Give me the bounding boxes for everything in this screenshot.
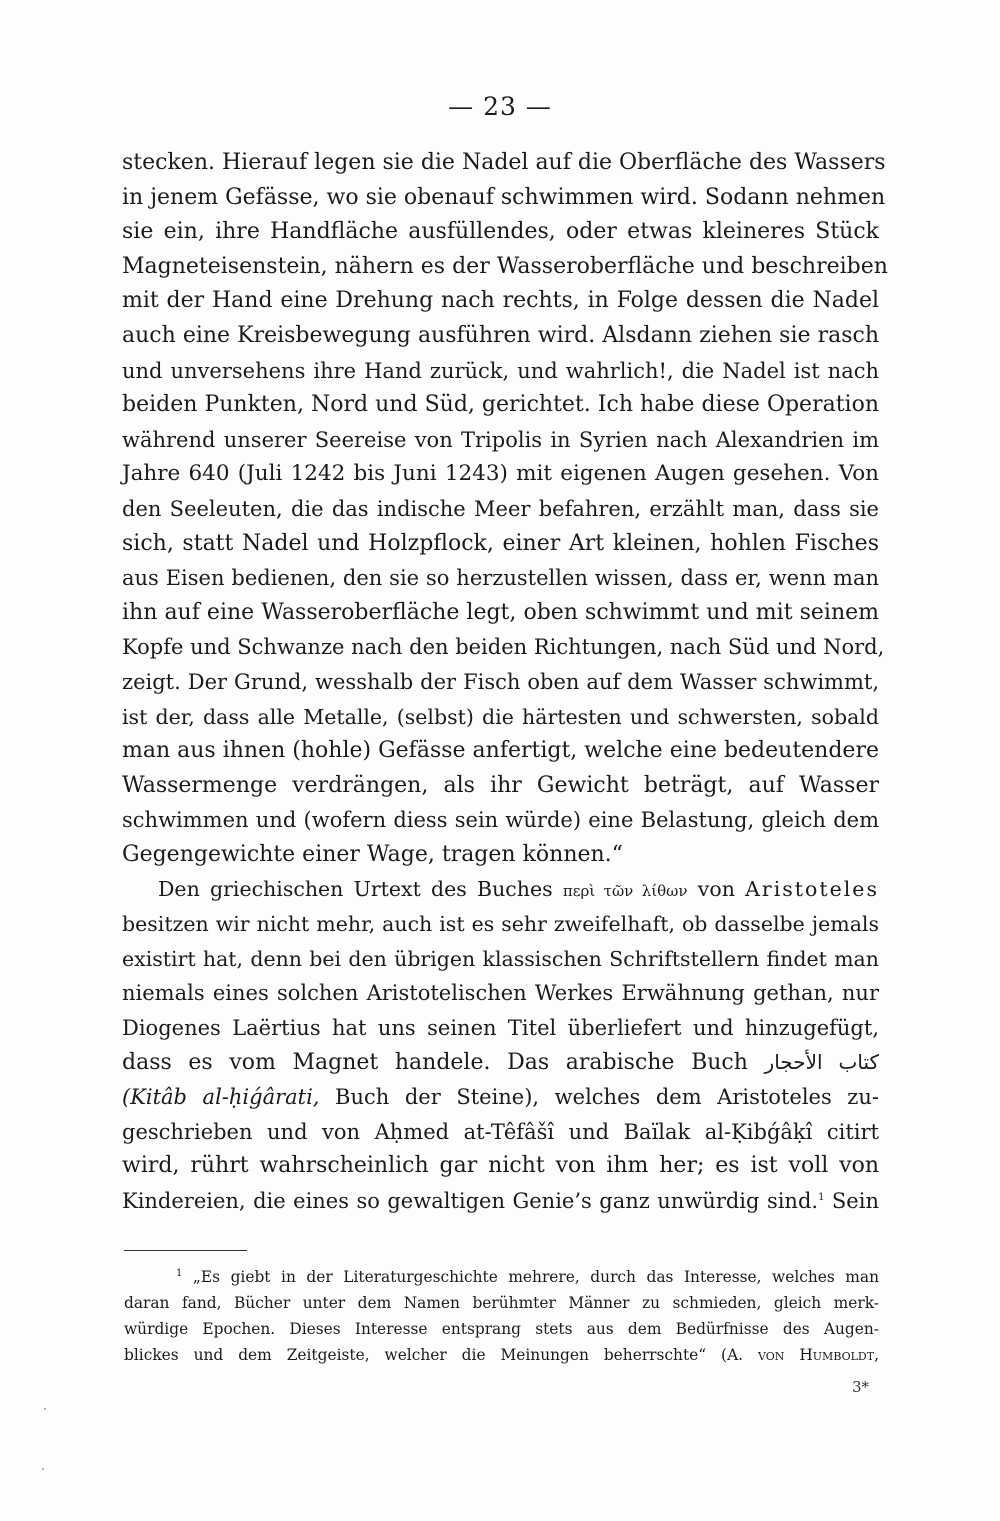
text-line: zeigt. Der Grund, wesshalb der Fisch oben auf dem Wasser schwimmt, <box>122 669 879 694</box>
footnotes <box>124 1264 879 1368</box>
arabic-title: كتاب الأحجار <box>764 1050 880 1075</box>
text-line: wird, rührt wahrscheinlich gar nicht von ihm her; es ist voll von <box>122 1153 879 1179</box>
text-line: Kopfe und Schwanze nach den beiden Richtungen, nach Süd und Nord, <box>122 635 885 660</box>
paragraph-start-line <box>122 872 879 907</box>
text-line: existirt hat, denn bei den übrigen klassischen Schriftstellern findet man <box>122 946 879 971</box>
paper-speck <box>42 1468 44 1470</box>
text-line: aus Eisen bedienen, den sie so herzustellen wissen, dass er, wenn man <box>122 566 879 591</box>
text-line: sie ein, ihre Handfläche ausfüllendes, oder etwas kleineres Stück <box>122 219 879 245</box>
text-line: Diogenes Laërtius hat uns seinen Titel überliefert und hinzugefügt, <box>122 1015 879 1040</box>
greek-title: περὶ τῶν λίθων <box>562 882 688 901</box>
text-line: ist der, dass alle Metalle, (selbst) die härtesten und schwersten, sobald <box>122 704 879 729</box>
text-line: sich, statt Nadel und Holzpflock, einer Art kleinen, hohlen Fisches <box>122 530 879 556</box>
text-line: Gegengewichte einer Wage, tragen können.“ <box>122 841 623 867</box>
text-line: niemals eines solchen Aristotelischen Werkes Erwähnung gethan, nur <box>122 981 879 1006</box>
text-line: beiden Punkten, Nord und Süd, gerichtet. Ich habe diese Operation <box>122 392 879 418</box>
footnote-marker: 1 <box>176 1267 183 1279</box>
text-line: mit der Hand eine Drehung nach rechts, in Folge dessen die Nadel <box>122 288 879 314</box>
text-fragment: Sein <box>831 1188 879 1213</box>
footnote-line: daran fand, Bücher unter dem Namen berühmter Männer zu schmieden, gleich merk- <box>124 1294 879 1312</box>
text-fragment: Kindereien, die eines so gewaltigen Genie’s ganz unwürdig sind. <box>122 1188 819 1213</box>
text-line-with-arabic <box>122 1045 879 1080</box>
footnote-reference[interactable]: 1 <box>818 1191 825 1203</box>
text-fragment: blickes und dem Zeitgeiste, welcher die Meinungen beherrschte“ (A. <box>124 1346 744 1364</box>
text-line: in jenem Gefässe, wo sie obenauf schwimmen wird. Sodann nehmen <box>122 184 886 210</box>
author-name: Aristoteles <box>745 877 879 902</box>
text-line: geschrieben und von Aḥmed at-Têfâšî und Baïlak al-Ḳibǵâḳî citirt <box>122 1119 879 1144</box>
text-fragment: „Es giebt in der Literaturgeschichte mehrere, durch das Interesse, welches man <box>192 1268 879 1286</box>
footnote-line <box>124 1342 879 1368</box>
signature-mark: 3* <box>852 1378 870 1396</box>
text-line-with-footnote-ref <box>122 1184 879 1219</box>
footnote-line: würdige Epochen. Dieses Interesse entsprang stets aus dem Bedürfnisse des Augen- <box>124 1320 879 1338</box>
text-line: den Seeleuten, die das indische Meer befahren, erzählt man, dass sie <box>122 496 879 521</box>
text-line: stecken. Hierauf legen sie die Nadel auf die Oberfläche des Wassers <box>122 150 886 175</box>
text-fragment: Buch der Steine), welches dem Aristoteles zu- <box>335 1085 879 1110</box>
text-fragment: Den griechischen Urtext des Buches <box>158 877 553 902</box>
text-line: auch eine Kreisbewegung ausführen wird. Alsdann ziehen sie rasch <box>122 322 879 348</box>
text-line: Magneteisenstein, nähern es der Wasseroberfläche und beschreiben <box>122 253 888 279</box>
text-line: Wassermenge verdrängen, als ihr Gewicht beträgt, auf Wasser <box>122 772 879 798</box>
text-fragment: dass es vom Magnet handele. Das arabische Buch <box>122 1050 748 1076</box>
page-number: — 23 — <box>448 92 552 121</box>
text-line: besitzen wir nicht mehr, auch ist es sehr zweifelhaft, ob dasselbe jemals <box>122 912 879 937</box>
text-line: während unserer Seereise von Tripolis in Syrien nach Alexandrien im <box>122 427 879 452</box>
text-fragment: von <box>697 877 735 902</box>
italic-title: (Kitâb al-ḥiǵârati, <box>122 1085 320 1110</box>
text-line-with-italic <box>122 1080 879 1115</box>
text-line: ihn auf eine Wasseroberfläche legt, oben schwimmt und mit seinem <box>122 599 879 625</box>
footnote-divider <box>124 1250 247 1251</box>
footnote-line <box>124 1264 879 1290</box>
paper-speck <box>44 1408 46 1410</box>
text-line: und unversehens ihre Hand zurück, und wahrlich!, die Nadel ist nach <box>122 358 879 383</box>
body-text <box>122 146 888 1218</box>
text-line: schwimmen und (wofern diess sein würde) eine Belastung, gleich dem <box>122 808 879 833</box>
text-line: Jahre 640 (Juli 1242 bis Juni 1243) mit eigenen Augen gesehen. Von <box>122 461 879 487</box>
text-line: man aus ihnen (hohle) Gefässe anfertigt, welche eine bedeutendere <box>122 738 879 764</box>
author-name: von Humboldt, <box>758 1346 879 1364</box>
